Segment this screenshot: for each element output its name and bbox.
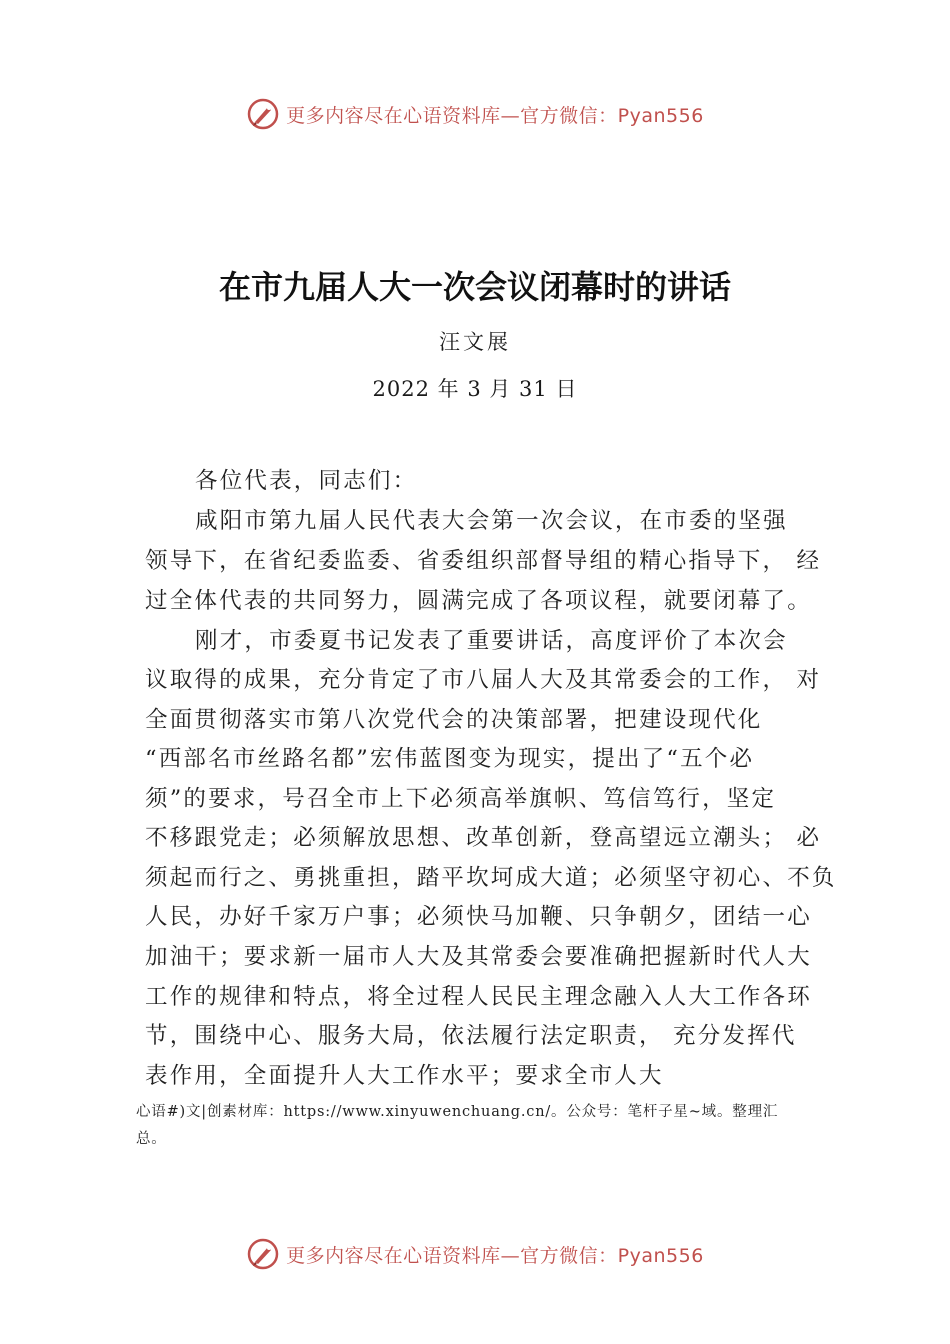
footer-banner-label: 更多内容尽在心语资料库—官方微信： xyxy=(286,1244,618,1267)
source-note-line: 心语#)文|创素材库：https://www.xinyuwenchuang.cn/。公众号：笔杆子星~域。整理汇 xyxy=(136,1104,779,1120)
body-line: 须起而行之、勇挑重担，踏平坎坷成大道；必须坚守初心、不负 xyxy=(145,865,837,891)
header-banner xyxy=(0,94,950,134)
pen-logo-icon xyxy=(246,97,280,131)
body-line: 工作的规律和特点，将全过程人民民主理念融入人大工作各环 xyxy=(145,984,812,1010)
footer-banner xyxy=(0,1234,950,1274)
footer-banner-text xyxy=(286,1241,704,1268)
body-line: 领导下，在省纪委监委、省委组织部督导组的精心指导下， 经 xyxy=(145,548,822,574)
body-line: “西部名市丝路名都”宏伟蓝图变为现实，提出了“五个必 xyxy=(145,746,755,772)
document-title: 在市九届人大一次会议闭幕时的讲话 xyxy=(218,268,731,306)
body-line: 人民，办好千家万户事；必须快马加鞭、只争朝夕，团结一心 xyxy=(145,904,812,930)
document-author: 汪文展 xyxy=(439,330,511,354)
source-note-line: 总。 xyxy=(136,1131,167,1147)
footer-wechat-id: Pyan556 xyxy=(617,1244,704,1267)
body-line: 须”的要求，号召全市上下必须高举旗帜、笃信笃行，坚定 xyxy=(145,786,777,812)
document-date: 2022 年 3 月 31 日 xyxy=(372,377,578,401)
pen-logo-icon xyxy=(246,1237,280,1271)
header-banner-label: 更多内容尽在心语资料库—官方微信： xyxy=(286,104,618,127)
body-line: 咸阳市第九届人民代表大会第一次会议，在市委的坚强 xyxy=(195,508,788,534)
body-line: 刚才，市委夏书记发表了重要讲话，高度评价了本次会 xyxy=(195,628,788,654)
body-line: 加油干；要求新一届市人大及其常委会要准确把握新时代人大 xyxy=(145,944,812,970)
body-line: 议取得的成果，充分肯定了市八届人大及其常委会的工作， 对 xyxy=(145,667,822,693)
body-line: 节，围绕中心、服务大局，依法履行法定职责， 充分发挥代 xyxy=(145,1023,797,1049)
body-line: 各位代表，同志们： xyxy=(195,468,418,494)
body-line: 过全体代表的共同努力，圆满完成了各项议程，就要闭幕了。 xyxy=(145,588,812,614)
body-line: 全面贯彻落实市第八次党代会的决策部署，把建设现代化 xyxy=(145,707,763,733)
body-line: 表作用，全面提升人大工作水平；要求全市人大 xyxy=(145,1063,664,1089)
body-line: 不移跟党走；必须解放思想、改革创新，登高望远立潮头； 必 xyxy=(145,825,822,851)
header-wechat-id: Pyan556 xyxy=(617,104,704,127)
header-banner-text xyxy=(286,101,704,128)
